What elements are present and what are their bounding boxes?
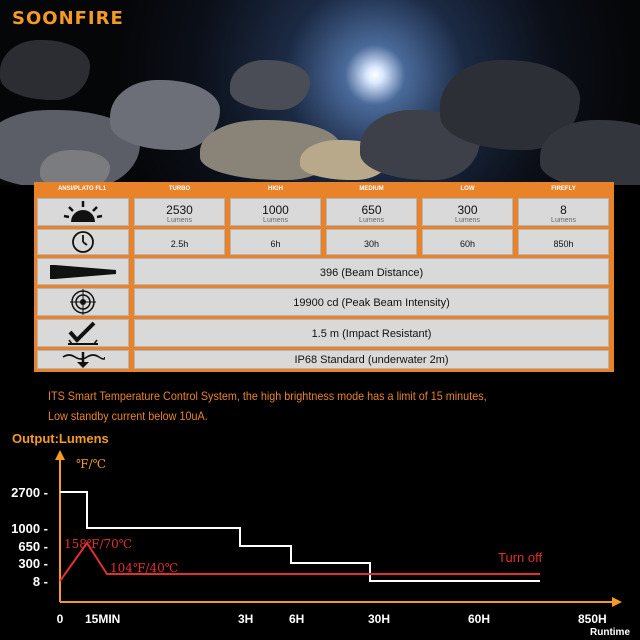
lumens-cell-medium: [326, 198, 417, 226]
lumens-value: 300: [457, 203, 478, 217]
mode-name-low: LOW: [460, 186, 475, 192]
x-tick-label: 6H: [289, 612, 305, 626]
runtime-value: 2.5h: [170, 239, 189, 249]
water-icon-cell: [37, 350, 129, 369]
table-header-label: ANSI/PLATO FL1: [57, 186, 107, 192]
lumens-unit: Lumens: [359, 217, 384, 224]
lumens-value: 650: [361, 203, 382, 217]
x-tick-label: 0: [56, 612, 64, 626]
annotation-turn-off: Turn off: [498, 550, 543, 565]
runtime-chart: [0, 428, 640, 640]
x-tick-label: 850H: [578, 612, 607, 626]
chart-title: Output:Lumens: [12, 431, 109, 446]
runtime-cell-medium: [326, 229, 417, 255]
spec-text: 19900 cd (Peak Beam Intensity): [293, 297, 450, 309]
mode-name-turbo: TURBO: [168, 186, 191, 192]
beam-distance-icon: [48, 262, 118, 282]
sun-icon: [63, 200, 103, 224]
mode-name-firefly: FIREFLY: [551, 186, 576, 192]
y-tick-label: 1000 -: [11, 521, 48, 536]
mode-name-high: HIGH: [268, 186, 283, 192]
spec-text: IP68 Standard (underwater 2m): [294, 354, 449, 366]
note-line-1: ITS Smart Temperature Control System, the high brightness mode has a limit of 15 minutes,: [48, 389, 487, 403]
x-axis-label: Runtime: [590, 627, 630, 638]
temperature-unit-label: ℉/℃: [76, 457, 107, 471]
clock-icon: [71, 230, 95, 254]
runtime-cell-low: [422, 229, 513, 255]
spec-text: 396 (Beam Distance): [319, 267, 424, 279]
x-tick-label: 15MIN: [85, 612, 121, 626]
x-tick-label: 60H: [468, 612, 491, 626]
runtime-value: 60h: [459, 239, 476, 249]
impact-icon: [66, 320, 100, 346]
y-tick-label: 650 -: [18, 539, 48, 554]
hero-photo: [0, 0, 640, 185]
runtime-value: 6h: [270, 239, 281, 249]
y-tick-label: 2700 -: [11, 485, 48, 500]
brightness-row-icon-cell: [37, 198, 129, 226]
lumens-unit: Lumens: [455, 217, 480, 224]
beam-distance-icon-cell: [37, 258, 129, 285]
x-tick-label: 3H: [238, 612, 254, 626]
mode-name-medium: MEDIUM: [359, 186, 384, 192]
spec-impact-resistant: [134, 319, 609, 347]
target-icon-cell: [37, 288, 129, 316]
runtime-cell-high: [230, 229, 321, 255]
spec-peak-intensity: [134, 288, 609, 316]
y-axis-arrow: [55, 450, 65, 460]
runtime-value: 850h: [553, 239, 574, 249]
spec-table: [34, 182, 614, 372]
lumens-value: 8: [560, 203, 567, 217]
impact-icon-cell: [37, 319, 129, 347]
runtime-cell-firefly: [518, 229, 609, 255]
feature-note: [48, 386, 608, 426]
spec-beam-distance: [134, 258, 609, 285]
runtime-cell-turbo: [134, 229, 225, 255]
y-tick-label: 8 -: [32, 574, 48, 589]
water-icon: [61, 351, 105, 369]
lumens-value: 2530: [166, 203, 193, 217]
lumens-unit: Lumens: [551, 217, 576, 224]
annotation-peak-temp: 158℉/70℃: [64, 537, 133, 551]
lumens-cell-low: [422, 198, 513, 226]
note-line-2: Low standby current below 10uA.: [48, 409, 208, 423]
x-axis-arrow: [612, 597, 622, 607]
lumens-unit: Lumens: [167, 217, 192, 224]
lumens-cell-firefly: [518, 198, 609, 226]
y-tick-label: 300 -: [18, 556, 48, 571]
lumens-cell-turbo: [134, 198, 225, 226]
x-tick-label: 30H: [368, 612, 391, 626]
target-icon: [70, 289, 96, 315]
brand-logo: SOONFIRE: [12, 8, 124, 29]
spec-waterproof: [134, 350, 609, 369]
lumens-unit: Lumens: [263, 217, 288, 224]
lumens-cell-high: [230, 198, 321, 226]
annotation-steady-temp: 104℉/40℃: [110, 561, 179, 575]
spec-text: 1.5 m (Impact Resistant): [311, 328, 432, 340]
lumens-value: 1000: [262, 203, 289, 217]
runtime-row-icon-cell: [37, 229, 129, 255]
runtime-value: 30h: [363, 239, 380, 249]
